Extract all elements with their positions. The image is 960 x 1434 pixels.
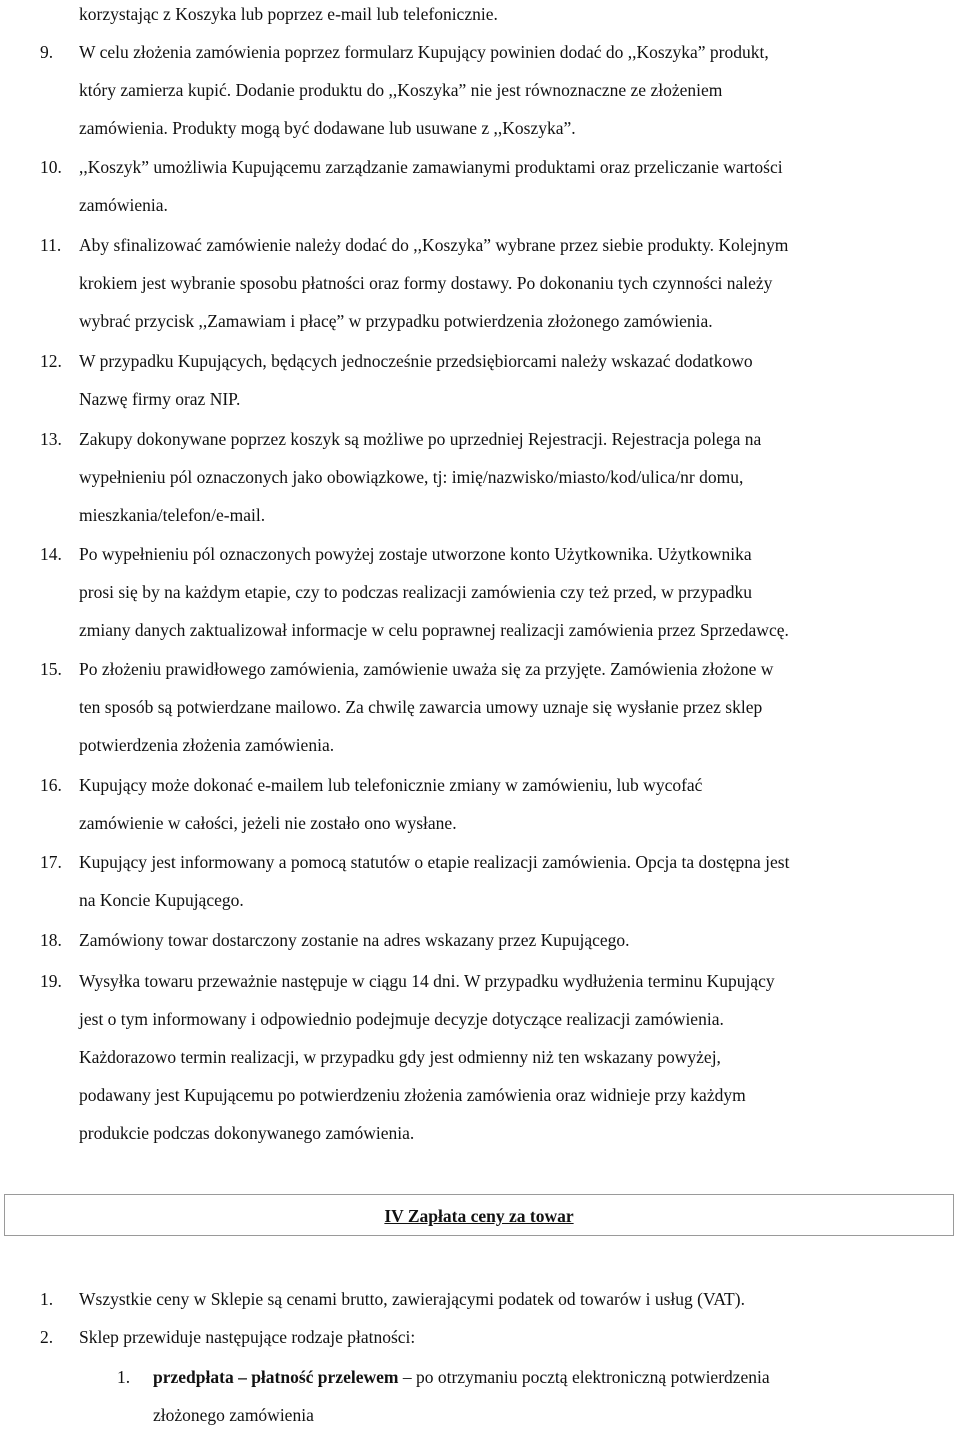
item-number: 16. bbox=[40, 775, 62, 795]
text-line: Wszystkie ceny w Sklepie są cenami brutto, zawierającymi podatek od towarów i usług (VAT). bbox=[79, 1289, 745, 1309]
text-line: zamówienie w całości, jeżeli nie zostało ono wysłane. bbox=[79, 813, 457, 833]
text-line: zamówienia. Produkty mogą być dodawane lub usuwane z ,,Koszyka”. bbox=[79, 118, 576, 138]
text-line: produkcie podczas dokonywanego zamówienia. bbox=[79, 1123, 415, 1143]
section-title: IV Zapłata ceny za towar bbox=[384, 1206, 574, 1226]
text-line: krokiem jest wybranie sposobu płatności oraz formy dostawy. Po dokonaniu tych czynności należy bbox=[79, 273, 773, 293]
text-line: jest o tym informowany i odpowiednio podejmuje decyzje dotyczące realizacji zamówienia. bbox=[79, 1009, 724, 1029]
text-line: ten sposób są potwierdzane mailowo. Za chwilę zawarcia umowy uznaje się wysłanie przez sklep bbox=[79, 697, 763, 717]
text-line: podawany jest Kupującemu po potwierdzeniu złożenia zamówienia oraz widnieje przy każdym bbox=[79, 1085, 746, 1105]
text-line: Po złożeniu prawidłowego zamówienia, zamówienie uważa się za przyjęte. Zamówienia złożone w bbox=[79, 659, 774, 679]
item-number: 2. bbox=[40, 1327, 54, 1347]
text-line: potwierdzenia złożenia zamówienia. bbox=[79, 735, 335, 755]
section-heading-box bbox=[4, 1194, 954, 1236]
text-line: Sklep przewiduje następujące rodzaje płatności: bbox=[79, 1327, 416, 1347]
payment-method-description: – po otrzymaniu pocztą elektroniczną potwierdzenia bbox=[398, 1367, 770, 1387]
text-line: złożonego zamówienia bbox=[153, 1405, 314, 1425]
item-number: 1. bbox=[40, 1289, 54, 1309]
text-line: wybrać przycisk ,,Zamawiam i płacę” w przypadku potwierdzenia złożonego zamówienia. bbox=[79, 311, 713, 331]
text-line: W przypadku Kupujących, będących jednocześnie przedsiębiorcami należy wskazać dodatkowo bbox=[79, 351, 753, 371]
item-number: 9. bbox=[40, 42, 54, 62]
item-number: 17. bbox=[40, 852, 62, 872]
text-line: który zamierza kupić. Dodanie produktu do ,,Koszyka” nie jest równoznaczne ze złożeniem bbox=[79, 80, 723, 100]
payment-method-name: przedpłata – płatność przelewem bbox=[153, 1367, 399, 1387]
text-line: Każdorazowo termin realizacji, w przypadku gdy jest odmienny niż ten wskazany powyżej, bbox=[79, 1047, 721, 1067]
text-line: prosi się by na każdym etapie, czy to podczas realizacji zamówienia czy też przed, w przypadku bbox=[79, 582, 752, 602]
item-number: 10. bbox=[40, 157, 62, 177]
text-line: mieszkania/telefon/e-mail. bbox=[79, 505, 266, 525]
item-number: 19. bbox=[40, 971, 62, 991]
item-number: 14. bbox=[40, 544, 62, 564]
text-line: wypełnieniu pól oznaczonych jako obowiązkowe, tj: imię/nazwisko/miasto/kod/ulica/nr domu, bbox=[79, 467, 744, 487]
text-line: Zakupy dokonywane poprzez koszyk są możliwe po uprzedniej Rejestracji. Rejestracja polega na bbox=[79, 429, 762, 449]
text-line: Kupujący jest informowany a pomocą statutów o etapie realizacji zamówienia. Opcja ta dostępna jest bbox=[79, 852, 790, 872]
text-line: na Koncie Kupującego. bbox=[79, 890, 244, 910]
text-line bbox=[153, 1358, 770, 1396]
text-line: Zamówiony towar dostarczony zostanie na adres wskazany przez Kupującego. bbox=[79, 930, 630, 950]
item-number: 15. bbox=[40, 659, 62, 679]
item-number: 18. bbox=[40, 930, 62, 950]
item-number: 12. bbox=[40, 351, 62, 371]
text-line: Nazwę firmy oraz NIP. bbox=[79, 389, 241, 409]
text-line: korzystając z Koszyka lub poprzez e-mail lub telefonicznie. bbox=[79, 4, 498, 24]
item-number: 1. bbox=[117, 1367, 131, 1387]
text-line: Aby sfinalizować zamówienie należy dodać do ,,Koszyka” wybrane przez siebie produkty. Kolejnym bbox=[79, 235, 789, 255]
text-line: Kupujący może dokonać e-mailem lub telefonicznie zmiany w zamówieniu, lub wycofać bbox=[79, 775, 703, 795]
item-number: 11. bbox=[40, 235, 62, 255]
text-line: zamówienia. bbox=[79, 195, 168, 215]
text-line: zmiany danych zaktualizował informacje w celu poprawnej realizacji zamówienia przez Sprzedawcę. bbox=[79, 620, 789, 640]
text-line: W celu złożenia zamówienia poprzez formularz Kupujący powinien dodać do ,,Koszyka” produkt, bbox=[79, 42, 769, 62]
text-line: Wysyłka towaru przeważnie następuje w ciągu 14 dni. W przypadku wydłużenia terminu Kupujący bbox=[79, 971, 775, 991]
item-number: 13. bbox=[40, 429, 62, 449]
text-line: Po wypełnieniu pól oznaczonych powyżej zostaje utworzone konto Użytkownika. Użytkownika bbox=[79, 544, 752, 564]
text-line: ,,Koszyk” umożliwia Kupującemu zarządzanie zamawianymi produktami oraz przeliczanie wartości bbox=[79, 157, 783, 177]
